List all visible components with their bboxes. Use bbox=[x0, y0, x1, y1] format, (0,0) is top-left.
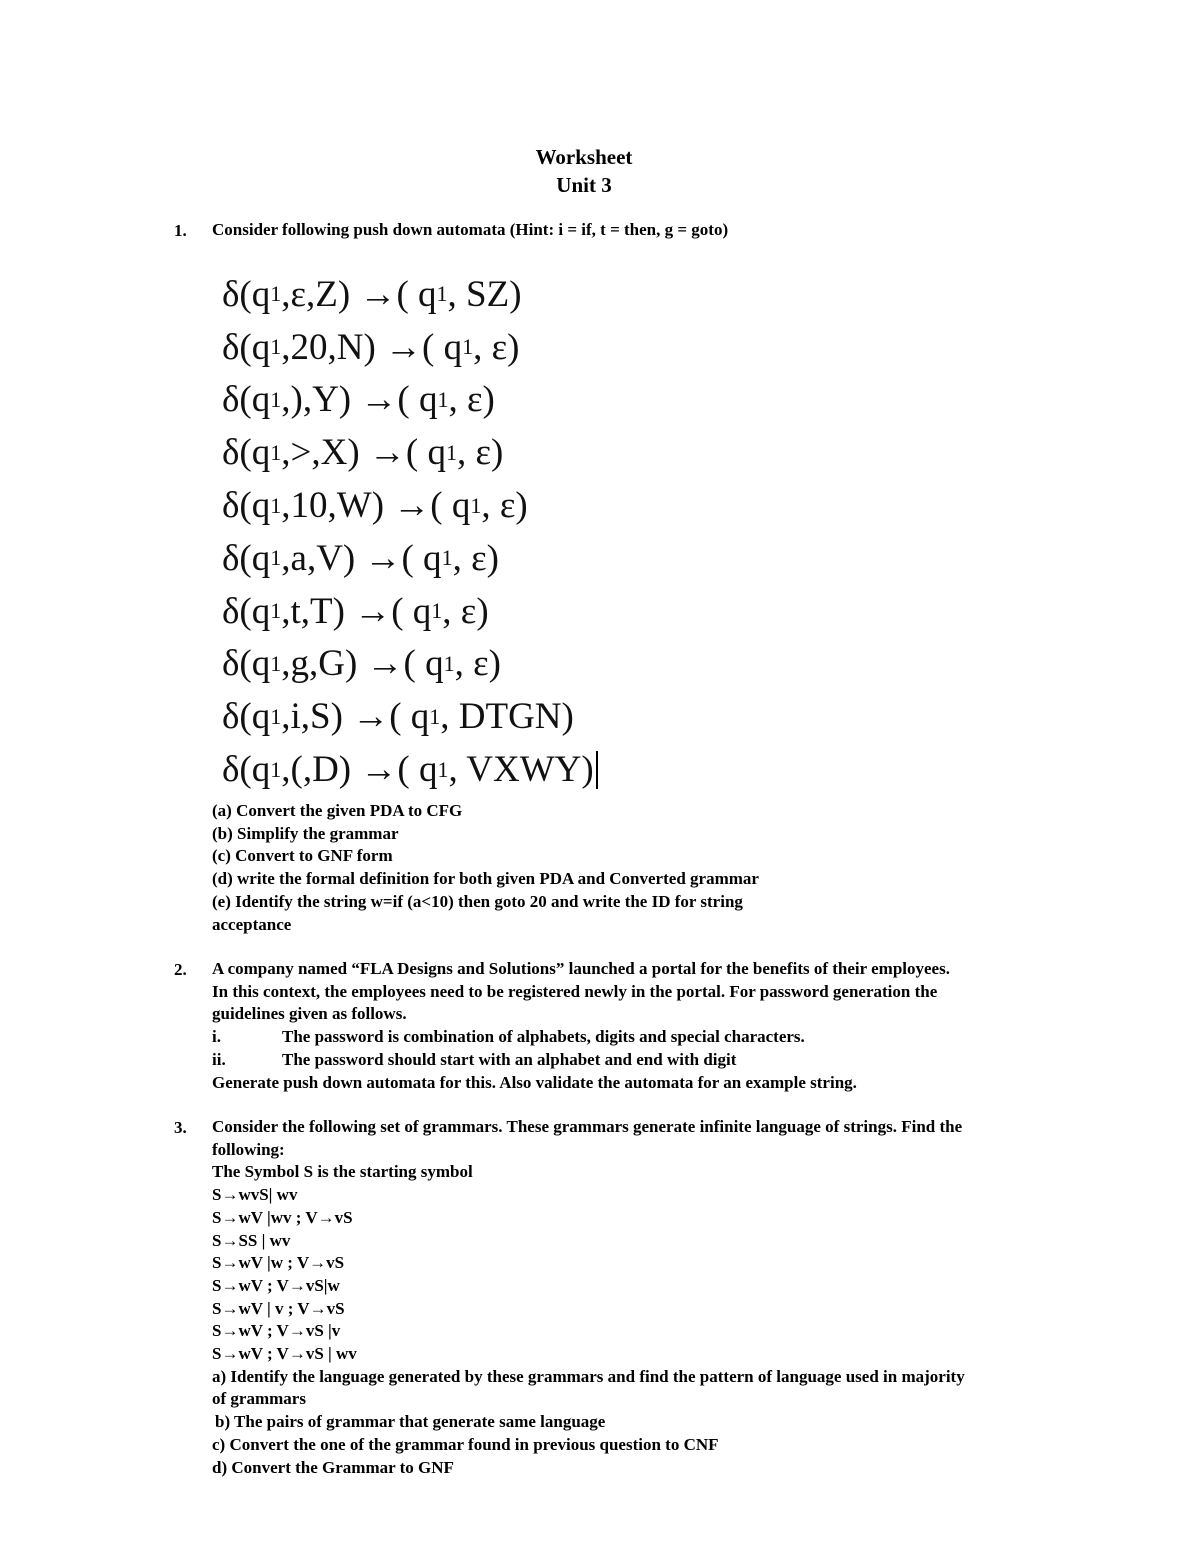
question-3-line: The Symbol S is the starting symbol bbox=[212, 1162, 473, 1182]
question-part: c) Convert the one of the grammar found in previous question to CNF bbox=[212, 1434, 719, 1454]
question-part: a) Identify the language generated by these grammars and find the pattern of language used in majority bbox=[212, 1366, 965, 1386]
question-1-number: 1. bbox=[174, 221, 187, 240]
grammar-rule: S→wV |wv ; V→vS bbox=[212, 1207, 353, 1227]
grammar-rule: S→wV ; V→vS |v bbox=[212, 1321, 341, 1341]
pda-rule: δ(q 1 ,10,W) →( q 1 , ε) bbox=[222, 485, 528, 527]
text-cursor-icon bbox=[596, 751, 598, 789]
question-1-text: Consider following push down automata (Hint: i = if, t = then, g = goto) bbox=[212, 220, 729, 239]
question-part: (d) write the formal definition for both given PDA and Converted grammar bbox=[212, 869, 759, 889]
question-part: b) The pairs of grammar that generate same language bbox=[215, 1412, 606, 1432]
pda-rule: δ(q 1 ,t,T) →( q 1 , ε) bbox=[222, 590, 489, 632]
grammar-rule: S→wV |w ; V→vS bbox=[212, 1253, 345, 1273]
page-title: Worksheet bbox=[535, 145, 633, 169]
guideline-number: ii. bbox=[212, 1049, 226, 1069]
question-part: (e) Identify the string w=if (a<10) then goto 20 and write the ID for string bbox=[212, 891, 743, 911]
question-part: of grammars bbox=[212, 1389, 306, 1409]
pda-rule: δ(q 1 ,20,N) →( q 1 , ε) bbox=[222, 326, 520, 368]
pda-rule: δ(q 1 ,i,S) →( q 1 , DTGN) bbox=[222, 696, 574, 738]
guideline-item bbox=[212, 1026, 950, 1049]
pda-rule: δ(q 1 ,(,D) →( q 1 , VXWY) bbox=[222, 743, 742, 796]
question-3-body bbox=[212, 1116, 965, 1479]
question-2-line: In this context, the employees need to be registered newly in the portal. For password generation the bbox=[212, 981, 938, 1001]
pda-transition-rules bbox=[222, 268, 742, 796]
question-2-body bbox=[212, 958, 950, 1094]
guideline-number: i. bbox=[212, 1027, 221, 1047]
question-1-parts bbox=[212, 800, 759, 936]
guideline-item bbox=[212, 1049, 950, 1072]
grammar-rule: S→wV ; V→vS | wv bbox=[212, 1344, 357, 1364]
guideline-text: The password should start with an alphabet and end with digit bbox=[282, 1049, 737, 1069]
pda-rule: δ(q 1 ,ε,Z) →( q 1 , SZ) bbox=[222, 273, 522, 315]
grammar-rule: S→wV | v ; V→vS bbox=[212, 1298, 345, 1318]
question-part: (c) Convert to GNF form bbox=[212, 846, 393, 866]
question-2-closing: Generate push down automata for this. Also validate the automata for an example string. bbox=[212, 1072, 857, 1092]
question-3-number: 3. bbox=[174, 1118, 187, 1137]
grammar-rule: S→SS | wv bbox=[212, 1230, 291, 1250]
grammar-rule: S→wV ; V→vS|w bbox=[212, 1275, 340, 1295]
question-3-line: Consider the following set of grammars. These grammars generate infinite language of strings. Find the bbox=[212, 1117, 963, 1136]
grammar-rule: S→wvS| wv bbox=[212, 1185, 298, 1205]
pda-rule: δ(q 1 ,>,X) →( q 1 , ε) bbox=[222, 432, 504, 474]
question-3-line: following: bbox=[212, 1139, 285, 1159]
question-part: acceptance bbox=[212, 914, 292, 934]
pda-rule: δ(q 1 ,),Y) →( q 1 , ε) bbox=[222, 379, 495, 421]
question-2-line: guidelines given as follows. bbox=[212, 1004, 407, 1024]
pda-rule: δ(q 1 ,a,V) →( q 1 , ε) bbox=[222, 537, 499, 579]
page-subtitle: Unit 3 bbox=[556, 173, 612, 197]
question-part: (a) Convert the given PDA to CFG bbox=[212, 801, 463, 820]
pda-rule: δ(q 1 ,g,G) →( q 1 , ε) bbox=[222, 643, 501, 685]
question-2-line: A company named “FLA Designs and Solutions” launched a portal for the benefits of their employees. bbox=[212, 959, 950, 978]
question-part: d) Convert the Grammar to GNF bbox=[212, 1457, 454, 1477]
guideline-text: The password is combination of alphabets, digits and special characters. bbox=[282, 1027, 805, 1047]
question-2-number: 2. bbox=[174, 960, 187, 979]
question-part: (b) Simplify the grammar bbox=[212, 823, 399, 843]
